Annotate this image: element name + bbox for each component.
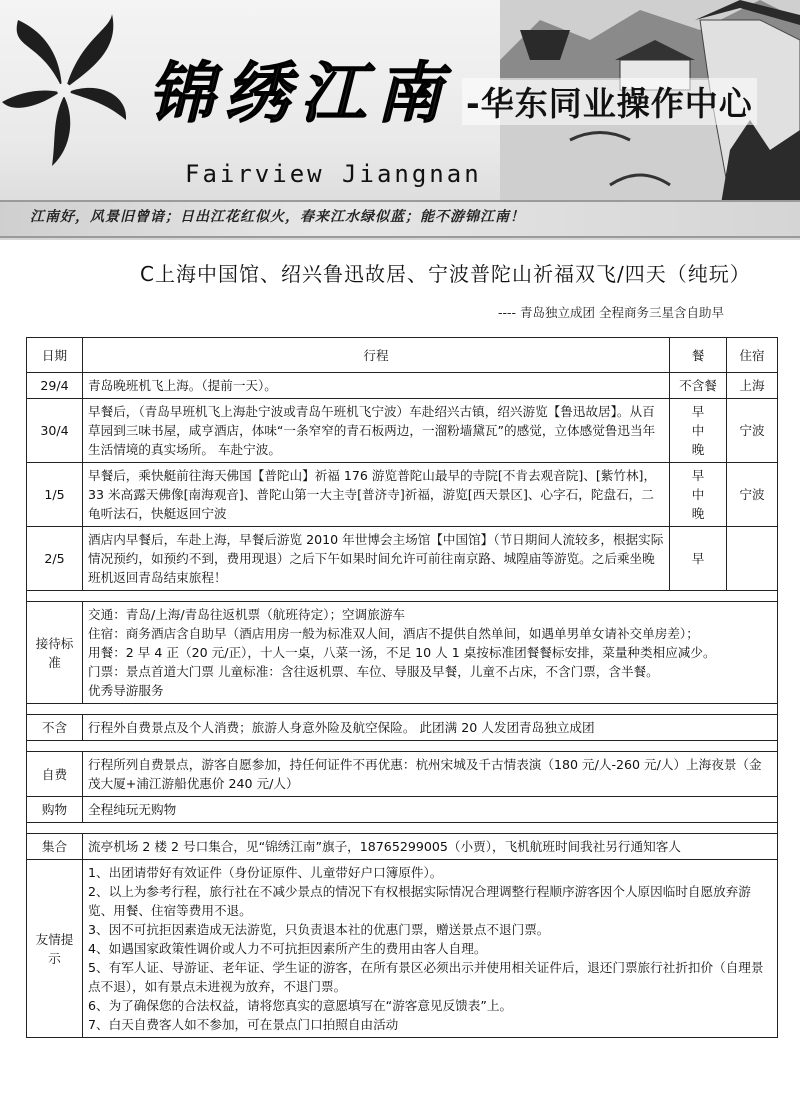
day-itinerary: 青岛晚班机飞上海。（提前一天）。 [83,373,670,399]
day-date: 2/5 [27,527,83,591]
reception-line: 用餐：2 早 4 正（20 元/正），十人一桌，八菜一汤，不足 10 人 1 桌按标准团餐餐标安排，菜量种类相应减少。 [88,645,716,660]
tip-item: 7、白天自费客人如不参加，可在景点门口拍照自由活动 [88,1017,399,1032]
meal-item: 早 [691,404,705,419]
header-banner [0,0,800,240]
poem-text: 江南好，风景旧曾谙；日出江花红似火，春来江水绿似蓝；能不游锦江南！ [30,209,525,225]
day-meals [670,527,727,591]
selfpay-row [27,752,778,797]
assembly-text: 流亭机场 2 楼 2 号口集合，见“锦绣江南”旗子，18765299005（小贾），飞机航班时间我社另行通知客人 [83,834,778,860]
meal-item: 不含餐 [679,378,717,393]
tip-item: 2、以上为参考行程，旅行社在不减少景点的情况下有权根据实际情况合理调整行程顺序游客因个人原因临时自愿放弃游览、用餐、住宿等费用不退。 [88,884,751,918]
meal-item: 早 [691,551,705,566]
itinerary-table [26,337,778,1038]
table-row [27,527,778,591]
reception-row [27,602,778,704]
excluded-label: 不含 [27,715,83,741]
brand-english-name: Fairview Jiangnan [185,160,482,188]
meal-item: 晚 [691,442,705,457]
spacer-cell [27,823,778,834]
tip-item: 1、出团请带好有效证件（身份证原件、儿童带好户口簿原件）。 [88,865,443,880]
assembly-row [27,834,778,860]
day-meals [670,399,727,463]
meal-item: 中 [691,487,705,502]
tips-ordered-list [88,863,772,1034]
header-itinerary: 行程 [83,338,670,373]
reception-details [83,602,778,704]
brand-subtitle: -华东同业操作中心 [462,78,757,125]
spacer-row [27,591,778,602]
day-date: 29/4 [27,373,83,399]
reception-line: 交通：青岛/上海/青岛往返机票（航班待定）；空调旅游车 [88,607,406,622]
selfpay-label: 自费 [27,752,83,797]
table-row [27,399,778,463]
day-stay: 宁波 [727,399,778,463]
shopping-label: 购物 [27,797,83,823]
spacer-cell [27,741,778,752]
meal-item: 早 [691,468,705,483]
header-stay: 住宿 [727,338,778,373]
spacer-row [27,741,778,752]
spacer-cell [27,704,778,715]
excluded-text: 行程外自费景点及个人消费；旅游人身意外险及航空保险。 此团满 20 人发团青岛独立成团 [83,715,778,741]
shopping-row [27,797,778,823]
reception-line: 门票：景点首道大门票 儿童标准：含往返机票、车位、导服及早餐，儿童不占床，不含门票，含半餐。 [88,664,659,679]
reception-line: 住宿：商务酒店含自助早（酒店用房一般为标准双人间，酒店不提供自然单间，如遇单男单女请补交单房差）； [88,626,699,641]
day-itinerary: 酒店内早餐后，车赴上海，早餐后游览 2010 年世博会主场馆【中国馆】（节日期间人流较多，根据实际情况预约，如预约不到，费用现退）之后下午如果时间允许可前往南京路、城隍庙等游览。之后乘坐晚班机返回青岛结束旅程！ [83,527,670,591]
day-itinerary: 早餐后，（青岛早班机飞上海赴宁波或青岛午班机飞宁波）车赴绍兴古镇，绍兴游览【鲁迅故居】。从百草园到三味书屋，咸亨酒店，体味“一条窄窄的青石板两边，一溜粉墙黛瓦”的感觉，立体感觉鲁迅当年生活情境的真实场所。 车赴宁波。 [83,399,670,463]
meal-item: 中 [691,423,705,438]
day-date: 1/5 [27,463,83,527]
table-row [27,373,778,399]
day-stay: 上海 [727,373,778,399]
group-note: ---- 青岛独立成团 全程商务三星含自助早 [498,305,724,320]
day-meals [670,463,727,527]
spacer-row [27,704,778,715]
day-stay [727,527,778,591]
excluded-row [27,715,778,741]
tip-item: 4、如遇国家政策性调价或人力不可抗拒因素所产生的费用由客人自理。 [88,941,487,956]
day-itinerary: 早餐后，乘快艇前往海天佛国【普陀山】祈福 176 游览普陀山最早的寺院[不肯去观音院]、[紫竹林]，33 米高露天佛像[南海观音]、普陀山第一大主寺[普济寺]祈福，游览[西天景区]、心字石，陀盘石，二龟听法石，快艇返回宁波 [83,463,670,527]
tip-item: 3、因不可抗拒因素造成无法游览，只负责退本社的优惠门票，赠送景点不退门票。 [88,922,550,937]
table-row [27,463,778,527]
header-date: 日期 [27,338,83,373]
page-title: C上海中国馆、绍兴鲁迅故居、宁波普陀山祈福双飞/四天（纯玩） [140,262,751,286]
tips-list [83,860,778,1038]
meal-item: 晚 [691,506,705,521]
tip-item: 6、为了确保您的合法权益，请将您真实的意愿填写在“游客意见反馈表”上。 [88,998,513,1013]
tips-label: 友情提示 [27,860,83,1038]
tips-row [27,860,778,1038]
header-meal: 餐 [670,338,727,373]
day-meals [670,373,727,399]
spacer-cell [27,591,778,602]
assembly-label: 集合 [27,834,83,860]
shopping-text: 全程纯玩无购物 [83,797,778,823]
tip-item: 5、有军人证、导游证、老年证、学生证的游客，在所有景区必须出示并使用相关证件后，退还门票旅行社折扣价（自理景点不退），如有景点未进视为放弃，不退门票。 [88,960,764,994]
selfpay-text: 行程所列自费景点，游客自愿参加，持任何证件不再优惠：杭州宋城及千古情表演（180 元/人-260 元/人）上海夜景（金茂大厦+浦江游船优惠价 240 元/人） [83,752,778,797]
spacer-row [27,823,778,834]
brand-chinese-name: 锦绣江南 [148,54,452,132]
flower-logo-icon [0,10,130,170]
reception-line: 优秀导游服务 [88,683,164,698]
table-header-row [27,338,778,373]
day-stay: 宁波 [727,463,778,527]
reception-label: 接待标准 [27,602,83,704]
day-date: 30/4 [27,399,83,463]
